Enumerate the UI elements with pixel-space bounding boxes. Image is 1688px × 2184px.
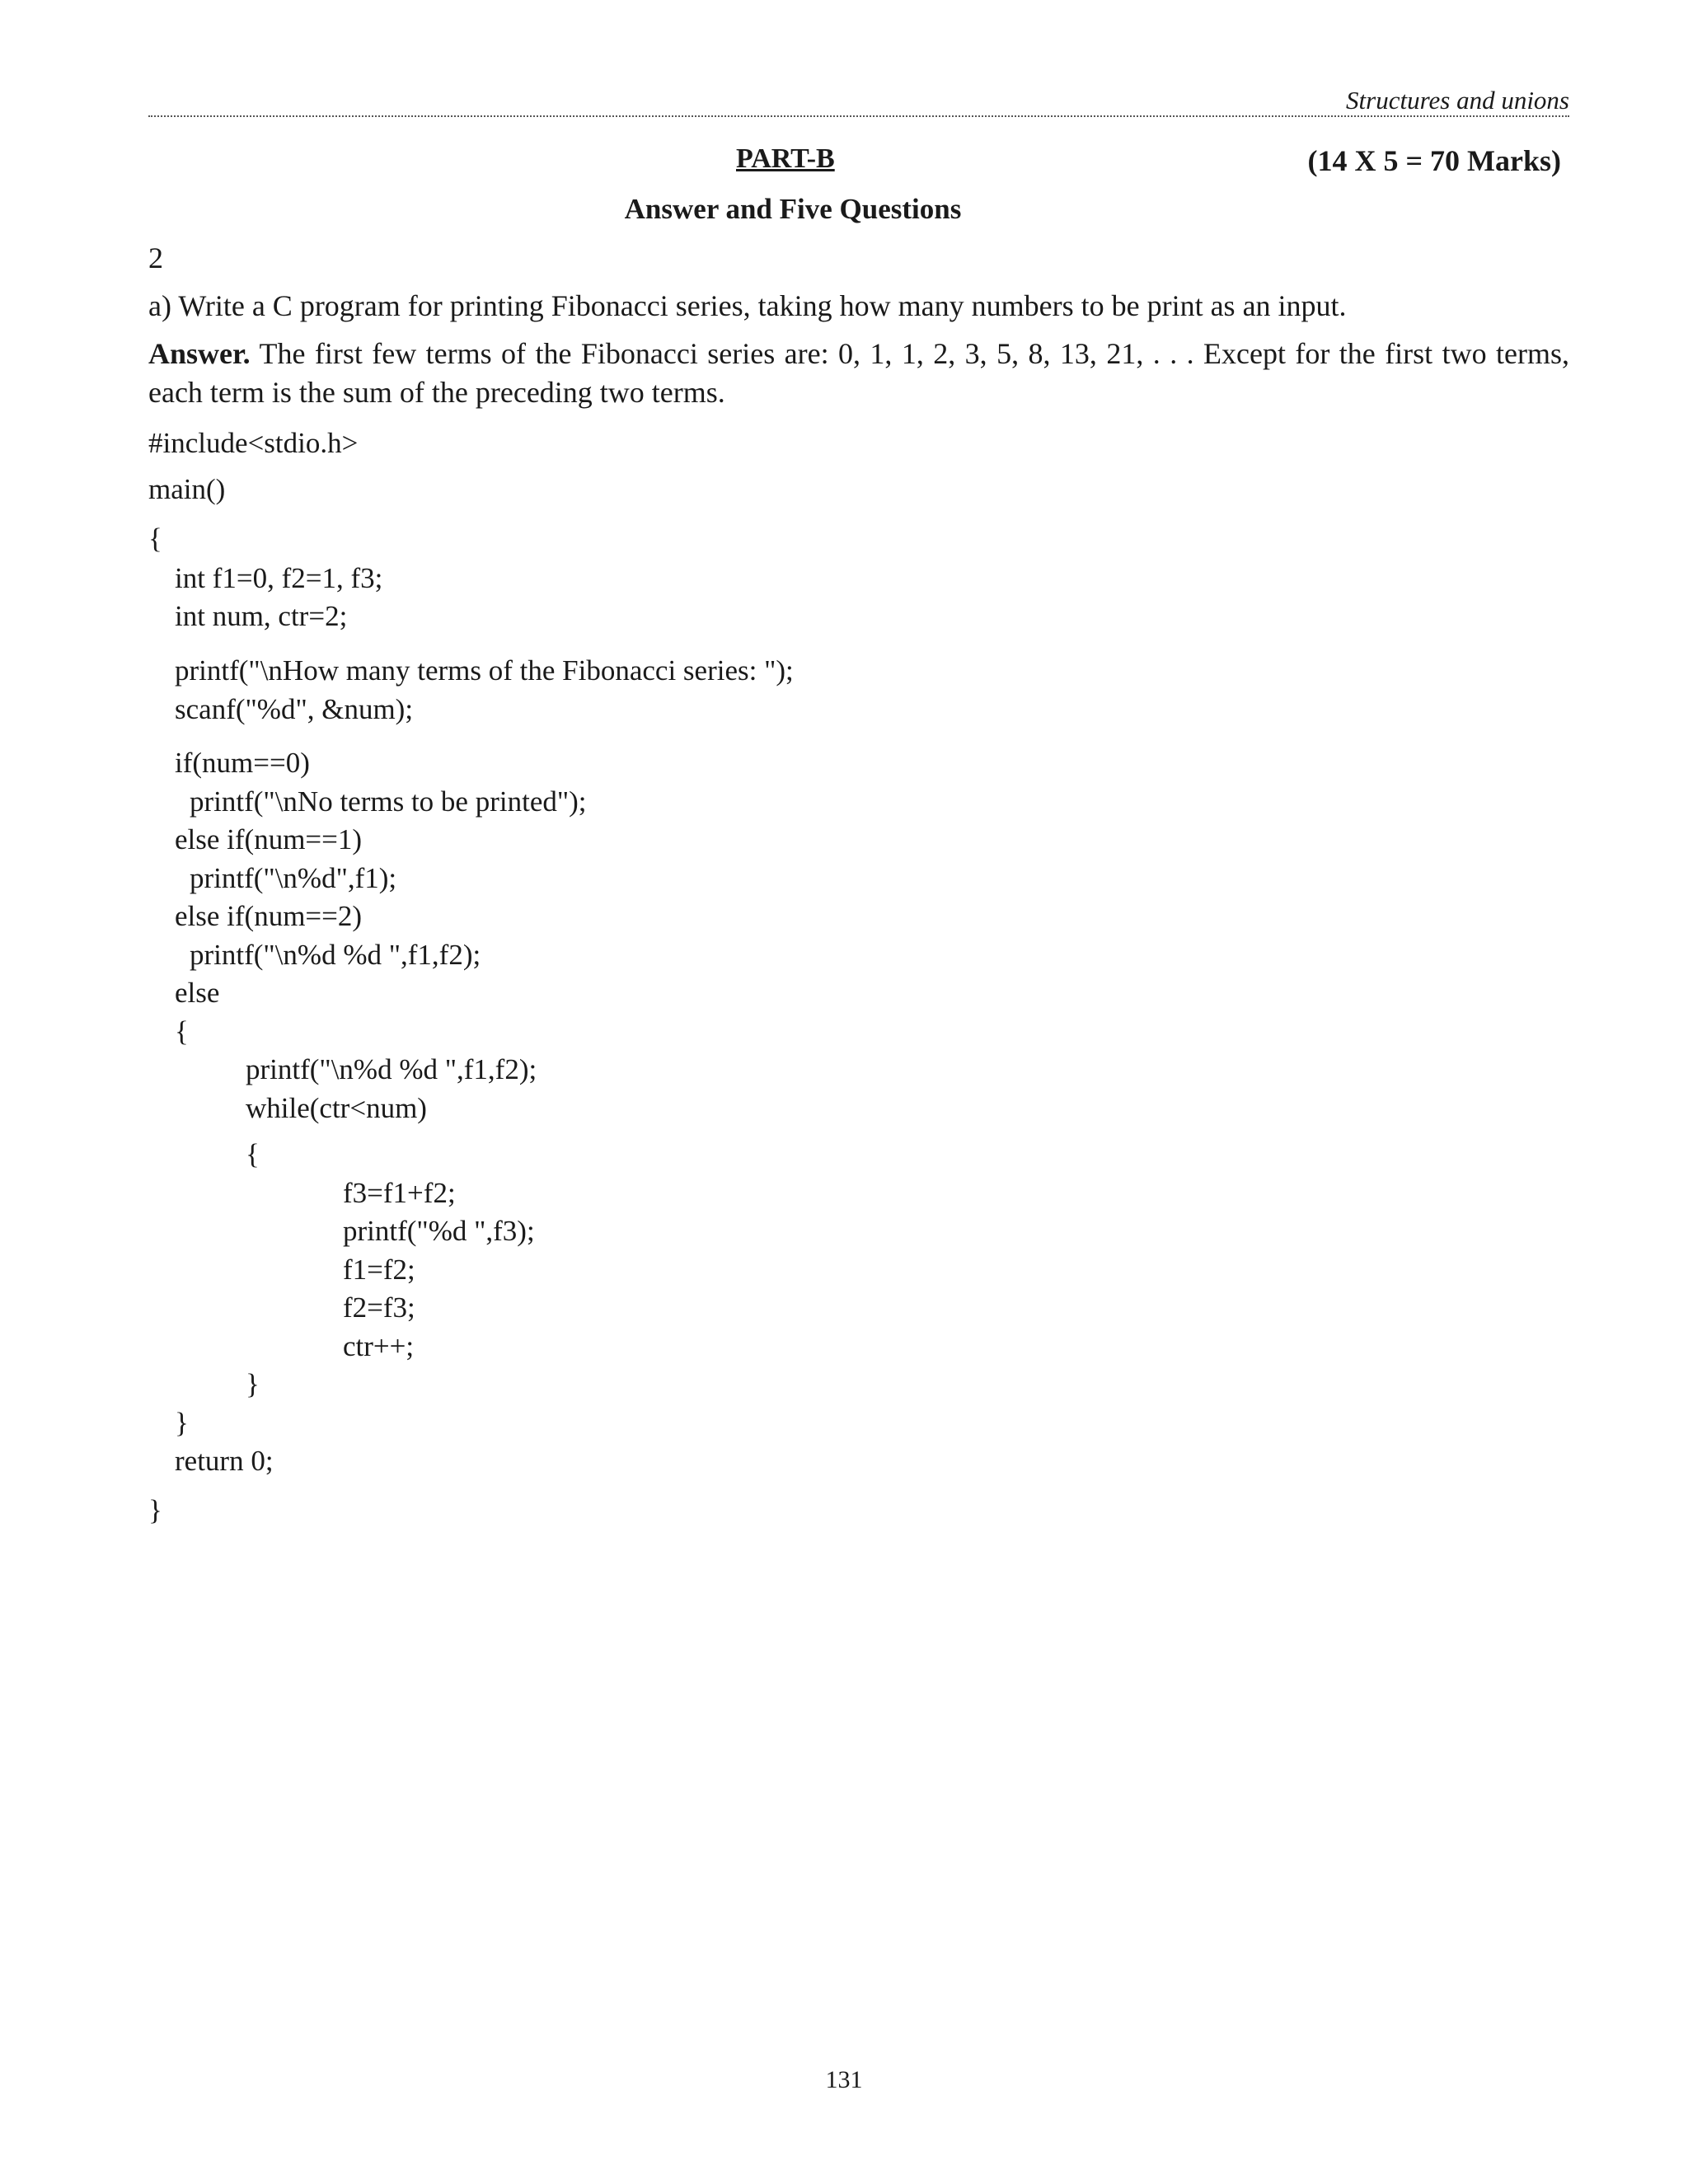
code-line: scanf("%d", &num); bbox=[175, 693, 414, 725]
code-line: { bbox=[148, 523, 162, 555]
code-line: { bbox=[175, 1015, 189, 1047]
code-line: while(ctr<num) bbox=[246, 1092, 427, 1124]
code-line: main() bbox=[148, 473, 226, 505]
code-line: int f1=0, f2=1, f3; bbox=[175, 562, 383, 594]
code-line: printf("\nNo terms to be printed"); bbox=[190, 785, 587, 818]
header-divider bbox=[148, 115, 1569, 117]
code-line: else bbox=[175, 977, 220, 1009]
code-line: return 0; bbox=[175, 1445, 274, 1477]
section-title: PART-B bbox=[736, 143, 835, 174]
answer-paragraph bbox=[148, 335, 1569, 412]
code-line: printf("%d ",f3); bbox=[343, 1215, 535, 1247]
code-line: } bbox=[175, 1407, 189, 1439]
section-instruction: Answer and Five Questions bbox=[624, 193, 962, 225]
question-number: 2 bbox=[148, 241, 163, 274]
code-line: printf("\n%d",f1); bbox=[190, 862, 397, 894]
code-line: f3=f1+f2; bbox=[343, 1177, 456, 1209]
code-line: printf("\nHow many terms of the Fibonacci series: "); bbox=[175, 654, 794, 687]
code-line: } bbox=[246, 1368, 260, 1400]
code-line: #include<stdio.h> bbox=[148, 427, 359, 459]
section-marks: (14 X 5 = 70 Marks) bbox=[1307, 144, 1561, 177]
code-line: ctr++; bbox=[343, 1330, 415, 1362]
code-line: int num, ctr=2; bbox=[175, 600, 348, 632]
code-line: f2=f3; bbox=[343, 1291, 415, 1324]
code-line: else if(num==1) bbox=[175, 823, 363, 855]
code-line: f1=f2; bbox=[343, 1254, 415, 1286]
code-line: else if(num==2) bbox=[175, 900, 363, 932]
code-line: { bbox=[246, 1138, 260, 1170]
page-number: 131 bbox=[825, 2066, 863, 2093]
code-line: printf("\n%d %d ",f1,f2); bbox=[190, 939, 481, 971]
answer-lead: Answer. bbox=[148, 337, 251, 370]
answer-text: The first few terms of the Fibonacci series are: 0, 1, 1, 2, 3, 5, 8, 13, 21, . . . Except for the first two terms, each term is the sum of the preceding two terms. bbox=[148, 337, 1570, 409]
code-line: if(num==0) bbox=[175, 747, 310, 779]
question-text: a) Write a C program for printing Fibonacci series, taking how many numbers to be print as an input. bbox=[148, 289, 1347, 322]
code-line: printf("\n%d %d ",f1,f2); bbox=[246, 1053, 537, 1085]
code-line: } bbox=[148, 1494, 162, 1526]
running-header: Structures and unions bbox=[1346, 86, 1569, 115]
